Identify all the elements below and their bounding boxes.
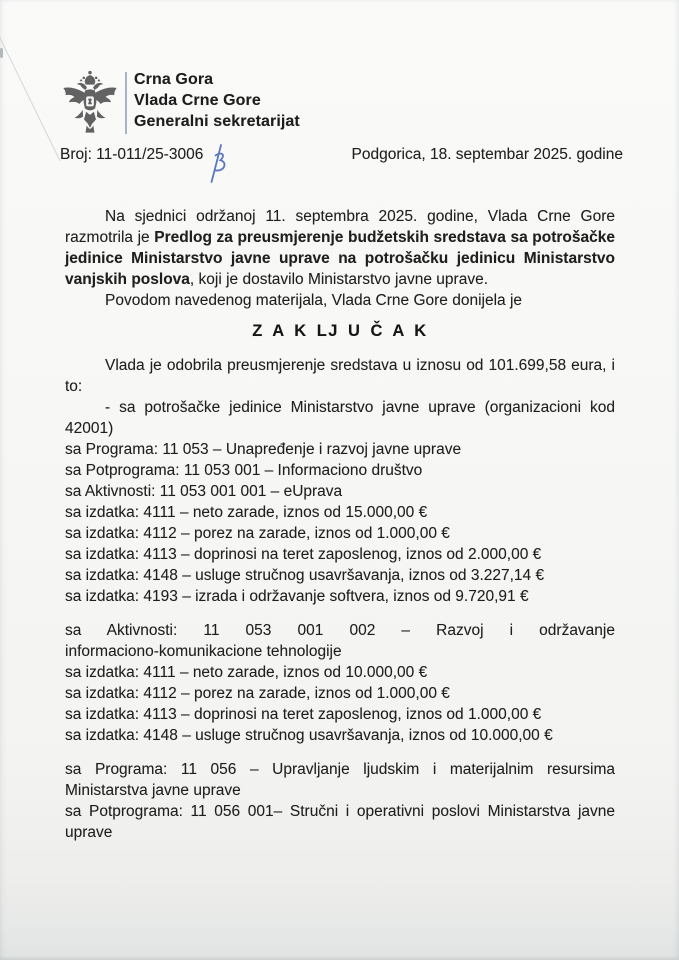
letterhead-divider [125,72,127,134]
document-number-group [60,146,228,183]
document-line: sa izdatka: 4193 – izrada i održavanje softvera, iznos od 9.720,91 € [65,588,529,605]
document-line: sa Aktivnosti: 11 053 001 002 – Razvoj i održavanje informaciono‑komunikacione tehnologije [65,622,615,660]
budget-block-euprava [65,439,615,607]
intro-paragraph [65,206,615,290]
document-line: sa izdatka: 4111 – neto zarade, iznos od 15.000,00 € [65,504,428,521]
scan-crease-artifact [0,8,61,161]
document-line: sa izdatka: 4111 – neto zarade, iznos od 10.000,00 € [65,664,428,681]
place-date: Podgorica, 18. septembar 2025. godine [351,146,623,163]
document-line: sa izdatka: 4148 – usluge stručnog usavršavanja, iznos od 3.227,14 € [65,567,545,584]
organization-block [134,69,300,132]
montenegro-coat-of-arms-icon [59,69,121,139]
second-paragraph: Povodom navedenog materijala, Vlada Crne Gore donijela je [105,292,523,309]
intro-text-bold: Predlog za preusmjerenje budžetskih sredstava sa potrošačke jedinice Ministarstvo javne uprave na potrošačku jedinicu Ministarstvo vanjskih poslova [65,229,615,288]
conclusion-heading: Z A K LJ U Č A K [252,322,428,340]
budget-block-ikt [65,620,615,746]
document-line: sa izdatka: 4113 – doprinosi na teret zaposlenog, iznos od 2.000,00 € [65,546,542,563]
intro-text-pre: Na sjednici održanoj 11. septembra 2025. godine, Vlada Crne Gore razmotrila je [65,208,615,246]
org-country: Crna Gora [134,71,214,88]
reference-row [60,146,623,183]
document-line: sa izdatka: 4148 – usluge stručnog usavršavanja, iznos od 10.000,00 € [65,727,553,744]
org-secretariat: Generalni sekretarijat [134,113,300,130]
document-line: sa Potprograma: 11 056 001– Stručni i operativni poslovi Ministarstva javne uprave [65,803,615,841]
document-line: sa izdatka: 4113 – doprinosi na teret zaposlenog, iznos od 1.000,00 € [65,706,542,723]
intro-text-post: , koji je dostavilo Ministarstvo javne uprave. [189,271,489,288]
document-line: sa Programa: 11 053 – Unapređenje i razvoj javne uprave [65,441,462,458]
document-body [65,206,615,843]
document-number: Broj: 11-011/25-3006 [60,146,204,163]
document-line: sa Aktivnosti: 11 053 001 001 – eUprava [65,483,343,500]
budget-block-program-056 [65,759,615,843]
document-line: sa Potprograma: 11 053 001 – Informaciono društvo [65,462,423,479]
org-government: Vlada Crne Gore [134,92,261,109]
decision-paragraph: Vlada je odobrila preusmjerenje sredstava u iznosu od 101.699,58 eura, i to: [65,357,615,395]
letterhead [59,69,300,139]
handwritten-annotation [206,143,228,183]
document-line: sa Programa: 11 056 – Upravljanje ljudskim i materijalnim resursima Ministarstva javne uprave [65,761,615,799]
document-line: sa izdatka: 4112 – porez na zarade, iznos od 1.000,00 € [65,525,450,542]
scan-edge-artifact [0,48,3,58]
document-line: sa izdatka: 4112 – porez na zarade, iznos od 1.000,00 € [65,685,450,702]
source-unit-line: - sa potrošačke jedinice Ministarstvo javne uprave (organizacioni kod 42001) [65,399,615,437]
